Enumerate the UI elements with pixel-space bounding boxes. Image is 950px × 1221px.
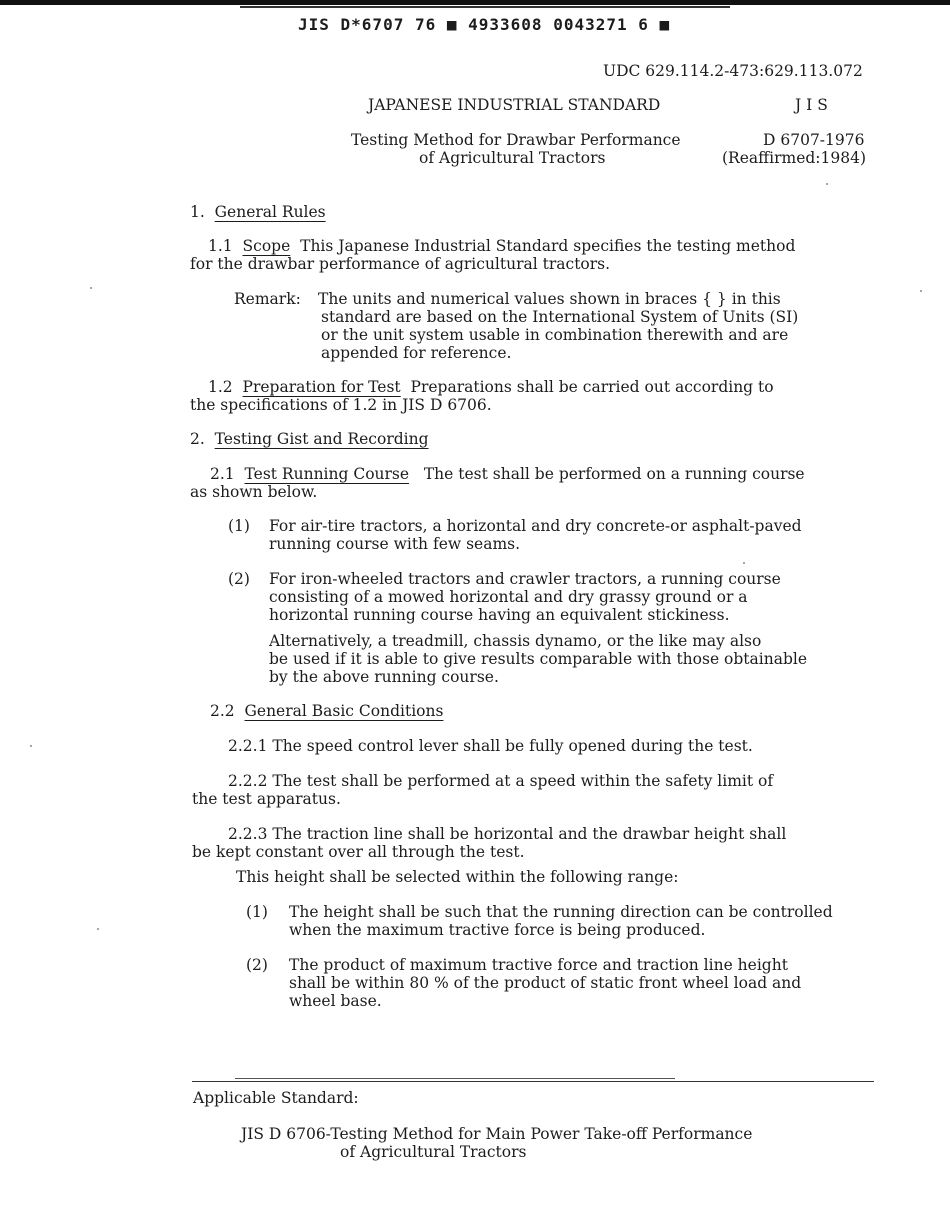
alternative-line-3: by the above running course. [269, 668, 499, 686]
clause-title: Preparation for Test [242, 378, 401, 396]
list-item-2-line-2: consisting of a mowed horizontal and dry grassy ground or a [269, 588, 748, 606]
clause-number: 2.1 [210, 465, 235, 483]
list-item-number: (2) [228, 570, 250, 588]
footnote-rule-upper [235, 1078, 675, 1079]
section-2-heading [190, 430, 429, 448]
clause-2-2-2-line-1: 2.2.2 The test shall be performed at a speed within the safety limit of [228, 772, 774, 790]
section-title: General Rules [214, 203, 326, 221]
height-item-1-line-2: when the maximum tractive force is being produced. [289, 921, 706, 939]
clause-2-2-2-line-2: the test apparatus. [192, 790, 341, 808]
clause-2-2-heading [210, 702, 443, 720]
applicable-standard-ref-line-1: JIS D 6706-Testing Method for Main Power Take-off Performance [241, 1125, 753, 1143]
list-item-number: (1) [246, 903, 268, 921]
height-item-2-line-2: shall be within 80 % of the product of static front wheel load and [289, 974, 802, 992]
height-range-intro: This height shall be selected within the following range: [236, 868, 679, 886]
scan-speck [90, 287, 92, 289]
standard-number: D 6707-1976 [763, 131, 865, 149]
clause-1-1-line-2: for the drawbar performance of agricultural tractors. [190, 255, 611, 273]
applicable-standard-label: Applicable Standard: [193, 1089, 359, 1107]
jis-mark: J I S [795, 96, 828, 114]
clause-2-1-line-1 [210, 465, 805, 483]
clause-text: Preparations shall be carried out according to [410, 378, 774, 396]
list-item-2-line-3: horizontal running course having an equivalent stickiness. [269, 606, 730, 624]
clause-number: 2.2 [210, 702, 235, 720]
alternative-line-2: be used if it is able to give results comparable with those obtainable [269, 650, 808, 668]
clause-title: General Basic Conditions [244, 702, 444, 720]
clause-title: Scope [242, 237, 291, 255]
clause-1-2-line-1 [208, 378, 774, 396]
list-item-2-line-1: For iron-wheeled tractors and crawler tractors, a running course [269, 570, 781, 588]
height-item-1-line-1: The height shall be such that the running direction can be controlled [289, 903, 833, 921]
scan-speck [826, 183, 828, 185]
section-number: 1. [190, 203, 205, 221]
reaffirmed-date: (Reaffirmed:1984) [722, 149, 867, 167]
list-item-1-line-2: running course with few seams. [269, 535, 521, 553]
section-1-heading [190, 203, 326, 221]
remark-line-2: standard are based on the International System of Units (SI) [321, 308, 799, 326]
section-title: Testing Gist and Recording [214, 430, 429, 448]
list-item-number: (2) [246, 956, 268, 974]
clause-text: This Japanese Industrial Standard specifies the testing method [300, 237, 796, 255]
clause-2-2-3-line-2: be kept constant over all through the test. [192, 843, 525, 861]
standard-type-heading: JAPANESE INDUSTRIAL STANDARD [368, 96, 661, 114]
clause-1-1-line-1 [208, 237, 795, 255]
clause-2-2-3-line-1: 2.2.3 The traction line shall be horizontal and the drawbar height shall [228, 825, 787, 843]
list-item-number: (1) [228, 517, 250, 535]
document-code-line: JIS D*6707 76 ■ 4933608 0043271 6 ■ [298, 15, 671, 34]
clause-number: 1.2 [208, 378, 233, 396]
scan-speck [743, 562, 745, 564]
list-item-1-line-1: For air-tire tractors, a horizontal and dry concrete-or asphalt-paved [269, 517, 802, 535]
applicable-standard-ref-line-2: of Agricultural Tractors [340, 1143, 527, 1161]
clause-number: 1.1 [208, 237, 233, 255]
clause-1-2-line-2: the specifications of 1.2 in JIS D 6706. [190, 396, 492, 414]
top-border-rule-secondary [240, 6, 730, 8]
remark-line-1: The units and numerical values shown in braces { } in this [318, 290, 781, 308]
clause-text: The test shall be performed on a running course [423, 465, 805, 483]
udc-number: UDC 629.114.2-473:629.113.072 [603, 62, 863, 80]
height-item-2-line-3: wheel base. [289, 992, 382, 1010]
top-border-rule [0, 0, 950, 5]
clause-title: Test Running Course [244, 465, 410, 483]
scan-speck [30, 745, 32, 747]
clause-2-2-1: 2.2.1 The speed control lever shall be fully opened during the test. [228, 737, 753, 755]
clause-2-1-line-2: as shown below. [190, 483, 318, 501]
remark-label: Remark: [234, 290, 301, 308]
title-line-2: of Agricultural Tractors [419, 149, 606, 167]
section-number: 2. [190, 430, 205, 448]
footnote-rule [192, 1081, 874, 1082]
scan-speck [97, 928, 99, 930]
remark-line-4: appended for reference. [321, 344, 512, 362]
alternative-line-1: Alternatively, a treadmill, chassis dynamo, or the like may also [269, 632, 762, 650]
remark-line-3: or the unit system usable in combination therewith and are [321, 326, 789, 344]
title-line-1: Testing Method for Drawbar Performance [351, 131, 681, 149]
scan-speck [920, 290, 922, 292]
height-item-2-line-1: The product of maximum tractive force and traction line height [289, 956, 788, 974]
